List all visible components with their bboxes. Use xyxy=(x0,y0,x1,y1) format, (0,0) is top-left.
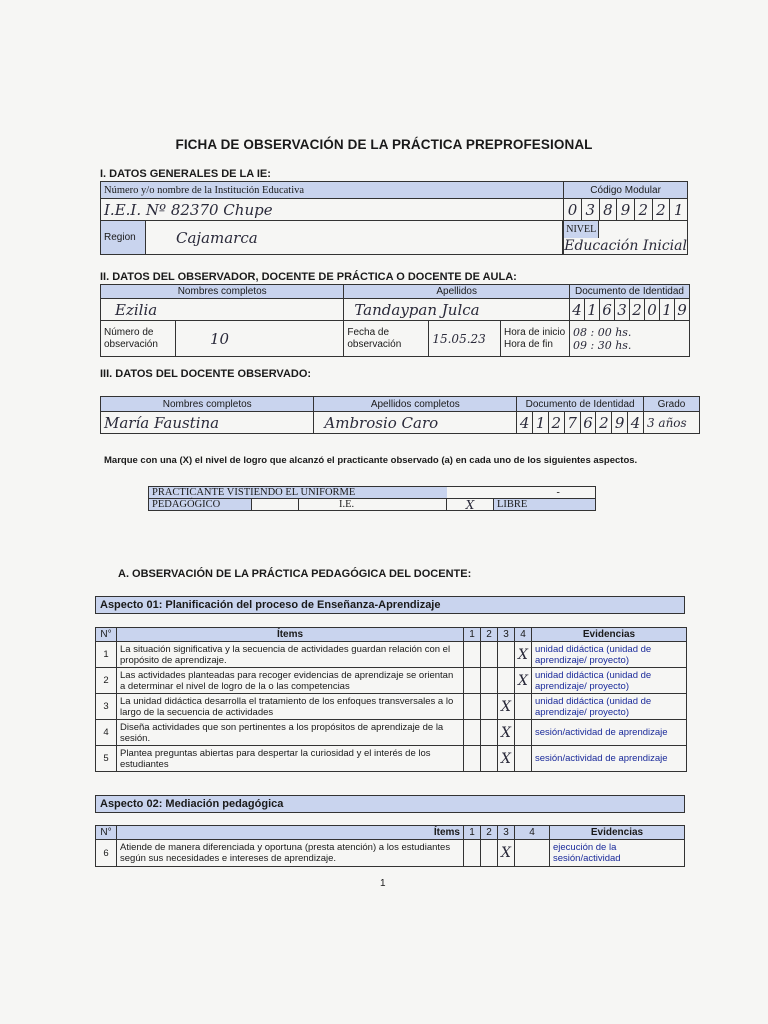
uniform-pedagogico: PEDAGÓGICO xyxy=(149,499,252,511)
aspect-2-header-level: 1 xyxy=(464,826,481,840)
document-title: FICHA DE OBSERVACIÓN DE LA PRÁCTICA PREPROFESIONAL xyxy=(175,137,593,152)
teacher-doc-digit: 4 xyxy=(628,412,644,434)
observer-surname-label: Apellidos xyxy=(344,285,570,299)
aspect-2-header-items: Ítems xyxy=(117,826,464,840)
level-cell-2 xyxy=(481,746,498,772)
item-evidence: unidad didáctica (unidad de aprendizaje/ proyecto) xyxy=(532,642,687,668)
item-row xyxy=(96,668,687,694)
level-cell-2 xyxy=(481,840,498,867)
code-digit: 2 xyxy=(634,199,652,221)
teacher-doc-digit: 2 xyxy=(548,412,564,434)
level-mark: X xyxy=(501,750,511,767)
start-time-value: 08 : 00 hs. xyxy=(573,325,632,339)
item-text: Atiende de manera diferenciada y oportuna (presta atención) a los estudiantes según sus necesidades e intereses de aprendizaje. xyxy=(117,840,464,867)
teacher-doc-digit: 6 xyxy=(580,412,596,434)
item-evidence: ejecución de la sesión/actividad xyxy=(550,840,685,867)
uniform-libre: LIBRE xyxy=(494,499,596,511)
nivel-value: Educación Inicial xyxy=(564,238,687,254)
teacher-names-label: Nombres completos xyxy=(101,397,314,412)
aspect-2-header-n: N° xyxy=(96,826,117,840)
level-cell-3 xyxy=(498,642,515,668)
aspect-1-header-level: 2 xyxy=(481,628,498,642)
level-cell-1 xyxy=(464,840,481,867)
institution-label: Número y/o nombre de la Institución Educativa xyxy=(101,182,564,199)
end-time-value: 09 : 30 hs. xyxy=(573,338,632,352)
teacher-doc-digit: 4 xyxy=(517,412,533,434)
item-number: 1 xyxy=(96,642,117,668)
level-cell-4 xyxy=(515,694,532,720)
uniform-label: PRACTICANTE VISTIENDO EL UNIFORME xyxy=(149,487,447,499)
item-text: Las actividades planteadas para recoger evidencias de aprendizaje se orientan a determinar el nivel de logro de la o las competencias xyxy=(117,668,464,694)
teacher-grade-label: Grado xyxy=(643,397,699,412)
teacher-doc-digit: 7 xyxy=(564,412,580,434)
institution-value: I.E.I. Nº 82370 Chupe xyxy=(101,199,564,221)
level-cell-4 xyxy=(515,668,532,694)
level-cell-1 xyxy=(464,720,481,746)
teacher-doc-digit: 1 xyxy=(533,412,549,434)
teacher-surname-label: Apellidos completos xyxy=(314,397,517,412)
item-evidence: sesión/actividad de aprendizaje xyxy=(532,746,687,772)
region-value: Cajamarca xyxy=(146,221,563,255)
level-cell-4 xyxy=(515,746,532,772)
item-text: Diseña actividades que son pertinentes a los propósitos de aprendizaje de la sesión. xyxy=(117,720,464,746)
aspect-1-header-level: 3 xyxy=(498,628,515,642)
teacher-grade-value: 3 años xyxy=(643,412,699,434)
observer-doc-digit: 2 xyxy=(630,299,645,321)
teacher-doc-digit: 2 xyxy=(596,412,612,434)
teacher-doc-label: Documento de Identidad xyxy=(517,397,644,412)
code-digit: 2 xyxy=(652,199,670,221)
level-cell-1 xyxy=(464,668,481,694)
aspect-1-title: Aspecto 01: Planificación del proceso de Enseñanza-Aprendizaje xyxy=(95,596,685,614)
aspect-2-title: Aspecto 02: Mediación pedagógica xyxy=(95,795,685,813)
instruction-text: Marque con una (X) el nivel de logro que alcanzó el practicante observado (a) en cada uno de los siguientes aspectos. xyxy=(104,455,638,466)
observation-date-value: 15.05.23 xyxy=(429,321,501,357)
school-data-table xyxy=(100,181,688,255)
item-row xyxy=(96,694,687,720)
item-number: 6 xyxy=(96,840,117,867)
aspect-2-header-level: 2 xyxy=(481,826,498,840)
aspect-1-header-evidence: Evidencias xyxy=(532,628,687,642)
code-digit: 8 xyxy=(599,199,617,221)
observer-doc-digit: 9 xyxy=(675,299,690,321)
aspect-2-header-evidence: Evidencias xyxy=(550,826,685,840)
observer-names-label: Nombres completos xyxy=(101,285,344,299)
modular-code-label: Código Modular xyxy=(564,182,688,199)
start-time-label: Hora de inicio xyxy=(504,326,566,338)
observation-number-label: Número de observación xyxy=(101,321,176,357)
item-evidence: unidad didáctica (unidad de aprendizaje/ proyecto) xyxy=(532,694,687,720)
level-cell-4 xyxy=(515,720,532,746)
observer-names-value: Ezilia xyxy=(101,299,344,321)
end-time-label: Hora de fin xyxy=(504,338,553,350)
aspect-2-header-level: 4 xyxy=(515,826,550,840)
level-cell-4 xyxy=(515,642,532,668)
level-cell-3 xyxy=(498,668,515,694)
level-cell-2 xyxy=(481,720,498,746)
item-text: Plantea preguntas abiertas para despertar la curiosidad y el interés de los estudiantes xyxy=(117,746,464,772)
observation-number-value: 10 xyxy=(176,321,344,357)
code-digit: 1 xyxy=(670,199,688,221)
observer-doc-digit: 3 xyxy=(615,299,630,321)
code-digit: 9 xyxy=(617,199,635,221)
item-number: 4 xyxy=(96,720,117,746)
uniform-ie-mark: X xyxy=(447,499,494,511)
aspect-1-header-level: 1 xyxy=(464,628,481,642)
item-evidence: sesión/actividad de aprendizaje xyxy=(532,720,687,746)
observer-data-table xyxy=(100,284,690,357)
level-cell-3 xyxy=(498,694,515,720)
aspect-1-header-level: 4 xyxy=(515,628,532,642)
aspect-2-table xyxy=(95,825,685,867)
aspect-1-header-n: N° xyxy=(96,628,117,642)
observer-doc-digit: 0 xyxy=(645,299,660,321)
aspect-2-header-level: 3 xyxy=(498,826,515,840)
section-2-heading: II. DATOS DEL OBSERVADOR, DOCENTE DE PRÁCTICA O DOCENTE DE AULA: xyxy=(100,271,517,283)
uniform-ie: I.E. xyxy=(299,499,447,511)
observed-teacher-table xyxy=(100,396,700,434)
code-digit: 0 xyxy=(564,199,582,221)
item-text: La situación significativa y la secuencia de actividades guardan relación con el propósito de aprendizaje. xyxy=(117,642,464,668)
section-a-heading: A. OBSERVACIÓN DE LA PRÁCTICA PEDAGÓGICA DEL DOCENTE: xyxy=(118,568,472,580)
code-digit: 3 xyxy=(581,199,599,221)
observer-doc-label: Documento de Identidad xyxy=(570,285,690,299)
item-row xyxy=(96,642,687,668)
level-cell-2 xyxy=(481,694,498,720)
observation-date-label: Fecha de observación xyxy=(344,321,429,357)
uniform-dash: - xyxy=(447,487,596,499)
level-cell-4 xyxy=(515,840,550,867)
level-cell-1 xyxy=(464,642,481,668)
level-cell-3 xyxy=(498,746,515,772)
teacher-names-value: María Faustina xyxy=(101,412,314,434)
item-number: 2 xyxy=(96,668,117,694)
item-row xyxy=(96,840,685,867)
teacher-surname-value: Ambrosio Caro xyxy=(314,412,517,434)
level-cell-3 xyxy=(498,720,515,746)
section-1-heading: I. DATOS GENERALES DE LA IE: xyxy=(100,168,271,180)
observer-doc-digit: 1 xyxy=(660,299,675,321)
uniform-table xyxy=(148,486,596,511)
item-number: 5 xyxy=(96,746,117,772)
item-number: 3 xyxy=(96,694,117,720)
level-cell-1 xyxy=(464,694,481,720)
level-cell-1 xyxy=(464,746,481,772)
item-row xyxy=(96,720,687,746)
observer-doc-digit: 4 xyxy=(570,299,585,321)
level-mark: X xyxy=(501,698,511,715)
level-mark: X xyxy=(518,672,528,689)
level-cell-3 xyxy=(498,840,515,867)
page-number: 1 xyxy=(380,878,386,889)
observer-surname-value: Tandaypan Julca xyxy=(344,299,570,321)
teacher-doc-digit: 9 xyxy=(612,412,628,434)
item-evidence: unidad didáctica (unidad de aprendizaje/ proyecto) xyxy=(532,668,687,694)
region-label: Region xyxy=(101,221,146,255)
level-mark: X xyxy=(518,646,528,663)
observer-doc-digit: 6 xyxy=(600,299,615,321)
item-row xyxy=(96,746,687,772)
aspect-1-table xyxy=(95,627,687,772)
level-cell-2 xyxy=(481,642,498,668)
level-mark: X xyxy=(501,724,511,741)
nivel-label: NIVEL xyxy=(564,221,599,238)
level-cell-2 xyxy=(481,668,498,694)
aspect-1-header-items: Ítems xyxy=(117,628,464,642)
item-text: La unidad didáctica desarrolla el tratamiento de los enfoques transversales a lo largo de la secuencia de actividades xyxy=(117,694,464,720)
level-mark: X xyxy=(501,845,511,861)
observer-doc-digit: 1 xyxy=(585,299,600,321)
section-3-heading: III. DATOS DEL DOCENTE OBSERVADO: xyxy=(100,368,312,380)
